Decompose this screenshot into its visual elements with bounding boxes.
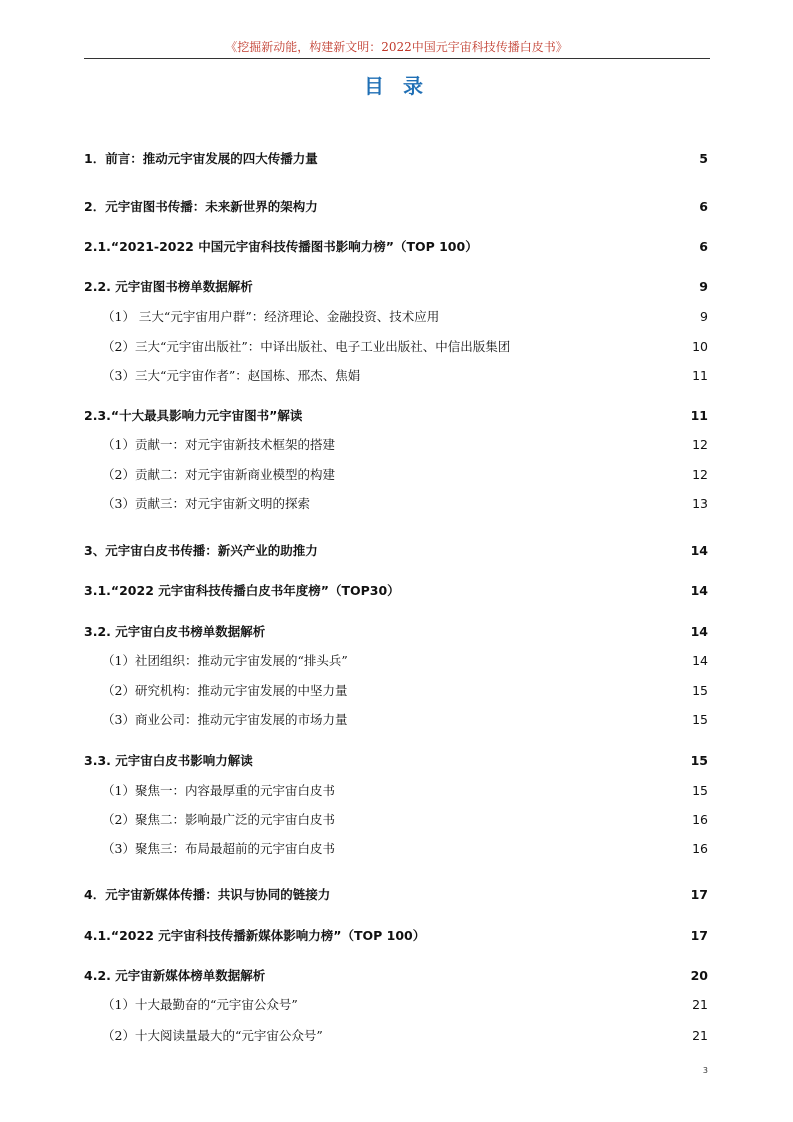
toc-entry-label: （1）社团组织：推动元宇宙发展的“排头兵” <box>102 653 348 668</box>
toc-entry[interactable] <box>84 1025 710 1045</box>
toc-entry-page: 15 <box>690 752 708 768</box>
toc-entry[interactable] <box>84 621 710 641</box>
toc-entry-page: 14 <box>692 652 708 668</box>
toc-entry[interactable] <box>84 650 710 670</box>
toc-entry-label: 4．元宇宙新媒体传播：共识与协同的链接力 <box>84 887 331 902</box>
toc-entry-label: （3）商业公司：推动元宇宙发展的市场力量 <box>102 712 348 727</box>
toc-entry-label: 2.1.“2021-2022 中国元宇宙科技传播图书影响力榜”（TOP 100） <box>84 239 478 254</box>
toc-entry[interactable] <box>84 434 710 454</box>
toc-entry[interactable] <box>84 680 710 700</box>
toc-entry[interactable] <box>84 965 710 985</box>
toc-entry-page: 6 <box>699 198 708 214</box>
toc-entry-label: （2）聚焦二：影响最广泛的元宇宙白皮书 <box>102 812 335 827</box>
toc-entry-page: 17 <box>690 886 708 902</box>
toc-entry-label: 2.3.“十大最具影响力元宇宙图书”解读 <box>84 408 303 423</box>
toc-entry-label: 4.1.“2022 元宇宙科技传播新媒体影响力榜”（TOP 100） <box>84 928 426 943</box>
toc-entry-label: 3、元宇宙白皮书传播：新兴产业的助推力 <box>84 543 318 558</box>
toc-entry-label: （2）三大“元宇宙出版社”：中译出版社、电子工业出版社、中信出版集团 <box>102 339 511 354</box>
toc-entry[interactable] <box>84 365 710 385</box>
toc-entry-label: （1） 三大“元宇宙用户群”：经济理论、金融投资、技术应用 <box>102 309 440 324</box>
toc-entry-label: （3）贡献三：对元宇宙新文明的探索 <box>102 496 310 511</box>
toc-entry-page: 17 <box>690 927 708 943</box>
toc-entry-page: 12 <box>692 466 708 482</box>
toc-entry[interactable] <box>84 540 710 560</box>
toc-entry-page: 13 <box>692 495 708 511</box>
toc-entry[interactable] <box>84 276 710 296</box>
toc-entry-label: 4.2. 元宇宙新媒体榜单数据解析 <box>84 968 266 983</box>
toc-entry-label: （1）聚焦一：内容最厚重的元宇宙白皮书 <box>102 783 335 798</box>
toc-entry-label: （3）聚焦三：布局最超前的元宇宙白皮书 <box>102 841 335 856</box>
toc-entry-label: （1）贡献一：对元宇宙新技术框架的搭建 <box>102 437 335 452</box>
header-rule <box>84 58 710 59</box>
page-title: 目 录 <box>364 74 429 98</box>
toc-entry-page: 11 <box>690 407 708 423</box>
toc-entry[interactable] <box>84 336 710 356</box>
toc-entry[interactable] <box>84 196 710 216</box>
toc-entry-page: 9 <box>700 308 708 324</box>
toc-entry[interactable] <box>84 994 710 1014</box>
toc-entry-label: （3）三大“元宇宙作者”：赵国栋、邢杰、焦娟 <box>102 368 361 383</box>
toc-entry[interactable] <box>84 780 710 800</box>
toc-entry[interactable] <box>84 809 710 829</box>
toc-entry-label: 2．元宇宙图书传播：未来新世界的架构力 <box>84 199 318 214</box>
toc-entry-label: （2）十大阅读量最大的“元宇宙公众号” <box>102 1028 323 1043</box>
toc-entry-page: 12 <box>692 436 708 452</box>
toc-entry-label: 3.1.“2022 元宇宙科技传播白皮书年度榜”（TOP30） <box>84 583 400 598</box>
toc-entry-page: 20 <box>690 967 708 983</box>
toc-entry-label: 3.2. 元宇宙白皮书榜单数据解析 <box>84 624 266 639</box>
toc-entry[interactable] <box>84 148 710 168</box>
toc-entry-page: 21 <box>692 1027 708 1043</box>
toc-entry[interactable] <box>84 493 710 513</box>
toc-entry-label: （2）贡献二：对元宇宙新商业模型的构建 <box>102 467 335 482</box>
toc-entry-label: （2）研究机构：推动元宇宙发展的中坚力量 <box>102 683 348 698</box>
toc-entry[interactable] <box>84 236 710 256</box>
toc-entry-page: 14 <box>690 542 708 558</box>
toc-entry-page: 21 <box>692 996 708 1012</box>
toc-entry-page: 16 <box>692 840 708 856</box>
toc-entry-label: 1．前言：推动元宇宙发展的四大传播力量 <box>84 151 318 166</box>
toc-entry-page: 5 <box>699 150 708 166</box>
toc-entry-page: 6 <box>699 238 708 254</box>
toc-entry[interactable] <box>84 884 710 904</box>
running-header: 《挖掘新动能，构建新文明：2022中国元宇宙科技传播白皮书》 <box>225 40 568 54</box>
toc-entry[interactable] <box>84 464 710 484</box>
toc-entry-label: （1）十大最勤奋的“元宇宙公众号” <box>102 997 298 1012</box>
toc-entry-page: 15 <box>692 711 708 727</box>
toc-entry[interactable] <box>84 580 710 600</box>
toc-entry-page: 9 <box>699 278 708 294</box>
toc-entry-page: 10 <box>692 338 708 354</box>
toc-entry-page: 11 <box>692 367 708 383</box>
toc-entry-page: 15 <box>692 782 708 798</box>
toc-entry-page: 15 <box>692 682 708 698</box>
toc-entry[interactable] <box>84 306 710 326</box>
toc-entry-label: 3.3. 元宇宙白皮书影响力解读 <box>84 753 253 768</box>
page-number: 3 <box>702 1066 708 1075</box>
toc-entry[interactable] <box>84 838 710 858</box>
toc-entry[interactable] <box>84 709 710 729</box>
toc-entry[interactable] <box>84 750 710 770</box>
toc-entry[interactable] <box>84 925 710 945</box>
toc-entry-page: 14 <box>690 582 708 598</box>
toc-entry-page: 14 <box>690 623 708 639</box>
toc-entry-page: 16 <box>692 811 708 827</box>
toc-entry-label: 2.2. 元宇宙图书榜单数据解析 <box>84 279 253 294</box>
toc-entry[interactable] <box>84 405 710 425</box>
